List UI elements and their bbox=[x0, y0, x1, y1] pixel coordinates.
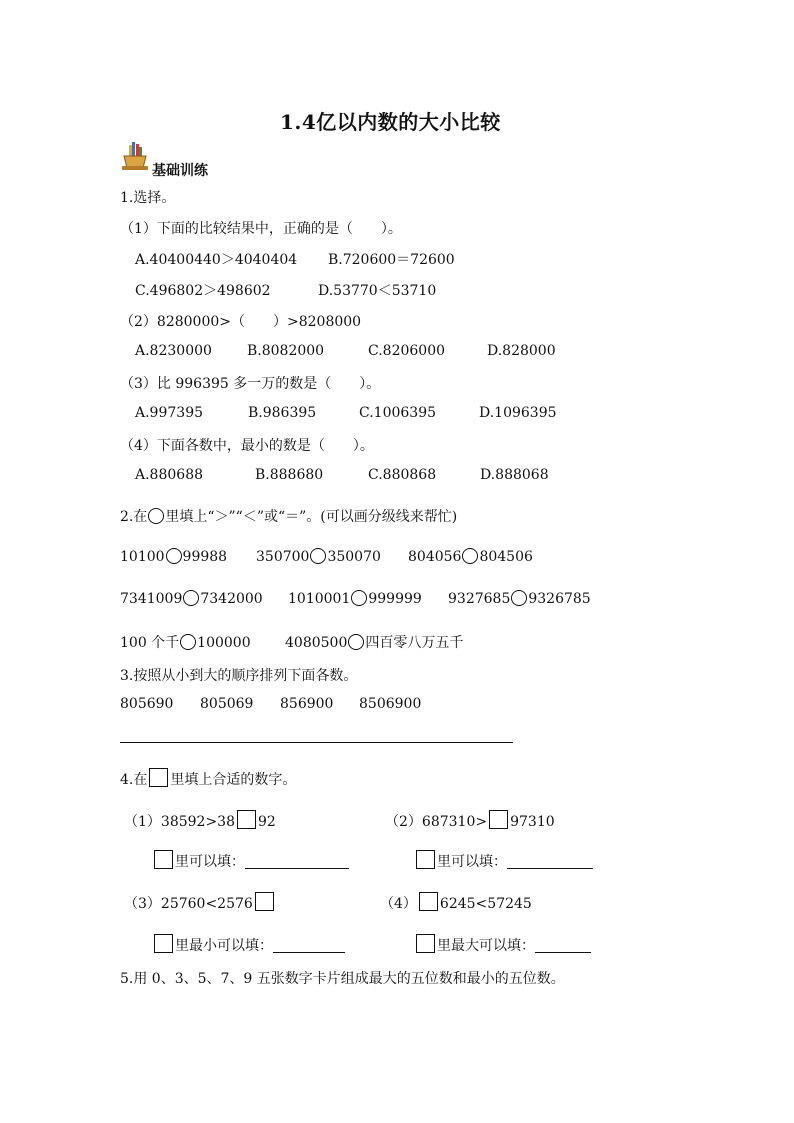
q1-4-option-a[interactable]: A.880688 bbox=[135, 467, 204, 483]
q4-heading-pre: 4.在 bbox=[120, 772, 148, 788]
q1-2-option-a[interactable]: A.8230000 bbox=[135, 343, 212, 359]
compare-circle[interactable] bbox=[180, 634, 196, 650]
page-title: 1.4亿以内数的大小比较 bbox=[280, 110, 501, 134]
square-blank-icon bbox=[416, 850, 435, 869]
compare-circle[interactable] bbox=[310, 548, 326, 564]
q4-item-1 bbox=[124, 810, 276, 831]
q3-number: 805690 bbox=[120, 696, 174, 712]
section-title: 基础训练 bbox=[152, 163, 208, 179]
q1-4-option-c[interactable]: C.880868 bbox=[368, 467, 437, 483]
q1-2-option-d[interactable]: D.828000 bbox=[487, 343, 556, 359]
square-blank-icon bbox=[149, 768, 168, 787]
q4-fill-label: 里可以填： bbox=[437, 854, 507, 870]
compare-circle[interactable] bbox=[183, 590, 199, 606]
q2-pair-1 bbox=[120, 548, 227, 565]
answer-blank[interactable] bbox=[535, 938, 591, 953]
q4-heading-post: 里填上合适的数字。 bbox=[170, 772, 297, 788]
q2-heading-pre: 2.在 bbox=[120, 509, 148, 525]
digit-box[interactable] bbox=[237, 810, 256, 829]
q2-left-value: 9327685 bbox=[448, 591, 511, 607]
q1-4-option-d[interactable]: D.888068 bbox=[480, 467, 549, 483]
square-blank-icon bbox=[154, 850, 173, 869]
compare-circle[interactable] bbox=[348, 634, 364, 650]
q2-right-value: 99988 bbox=[182, 549, 228, 565]
q2-left-value: 10100 bbox=[120, 549, 165, 565]
q2-pair-4 bbox=[120, 590, 263, 607]
q1-1-stem: （1）下面的比较结果中，正确的是（ ）。 bbox=[120, 221, 402, 237]
q1-2-option-c[interactable]: C.8206000 bbox=[368, 343, 446, 359]
q1-3-option-c[interactable]: C.1006395 bbox=[359, 405, 437, 421]
q4-fill-label: 里可以填： bbox=[175, 854, 245, 870]
pencil-cup-icon bbox=[118, 140, 152, 172]
q4-fill-1 bbox=[152, 850, 349, 871]
q2-right-value: 999999 bbox=[368, 591, 422, 607]
q4-item-text: （1）38592>38 bbox=[124, 814, 235, 830]
q2-right-value: 7342000 bbox=[200, 591, 263, 607]
q2-pair-8 bbox=[285, 632, 463, 652]
q2-pair-7 bbox=[120, 632, 251, 652]
q4-item-text: 92 bbox=[258, 814, 276, 830]
q3-number: 805069 bbox=[200, 696, 254, 712]
digit-box[interactable] bbox=[489, 810, 508, 829]
q3-number: 856900 bbox=[280, 696, 334, 712]
q2-left-value: 350700 bbox=[256, 549, 310, 565]
q4-heading bbox=[120, 768, 296, 789]
q1-3-option-b[interactable]: B.986395 bbox=[248, 405, 317, 421]
q2-left-value: 7341009 bbox=[120, 591, 183, 607]
q2-pair-5 bbox=[288, 590, 422, 607]
q2-right-value: 350070 bbox=[327, 549, 381, 565]
q1-2-stem: （2）8280000>（ ）>8208000 bbox=[120, 314, 362, 330]
q1-heading: 1.选择。 bbox=[120, 190, 176, 206]
q2-right-value: 四百零八万五千 bbox=[365, 635, 464, 651]
q1-2-option-b[interactable]: B.8082000 bbox=[247, 343, 325, 359]
square-blank-icon bbox=[416, 934, 435, 953]
compare-circle[interactable] bbox=[511, 590, 527, 606]
q1-3-option-d[interactable]: D.1096395 bbox=[479, 405, 557, 421]
q4-item-text: 97310 bbox=[510, 814, 555, 830]
q1-4-stem: （4）下面各数中，最小的数是（ ）。 bbox=[120, 438, 374, 454]
q4-item-text: 6245<57245 bbox=[439, 896, 532, 912]
circle-blank-icon bbox=[148, 508, 164, 524]
q4-fill-2 bbox=[414, 850, 593, 871]
q1-1-option-b[interactable]: B.720600＝72600 bbox=[328, 252, 455, 268]
q2-pair-6 bbox=[448, 590, 591, 607]
q1-3-option-a[interactable]: A.997395 bbox=[135, 405, 204, 421]
q2-heading-post: 里填上“＞”“＜”或“＝”。(可以画分级线来帮忙) bbox=[165, 509, 458, 525]
compare-circle[interactable] bbox=[351, 590, 367, 606]
q4-item-text: （2）687310> bbox=[385, 814, 488, 830]
q2-right-value: 9326785 bbox=[528, 591, 591, 607]
q2-right-value: 804506 bbox=[479, 549, 533, 565]
answer-blank[interactable] bbox=[245, 854, 349, 869]
q2-left-value: 4080500 bbox=[285, 635, 348, 651]
q2-heading bbox=[120, 506, 457, 526]
q4-item-3 bbox=[124, 892, 276, 913]
q3-number: 8506900 bbox=[359, 696, 422, 712]
q2-right-value: 100000 bbox=[197, 635, 251, 651]
q4-fill-label: 里最小可以填： bbox=[175, 938, 273, 954]
q1-1-option-c[interactable]: C.496802＞498602 bbox=[135, 283, 271, 299]
q1-1-option-d[interactable]: D.53770＜53710 bbox=[318, 283, 437, 299]
q1-4-option-b[interactable]: B.888680 bbox=[255, 467, 324, 483]
q4-fill-3 bbox=[152, 934, 345, 955]
q3-answer-line[interactable] bbox=[120, 742, 513, 743]
answer-blank[interactable] bbox=[273, 938, 345, 953]
q1-3-stem: （3）比 996395 多一万的数是（ ）。 bbox=[120, 376, 381, 392]
q2-pair-3 bbox=[408, 548, 533, 565]
q4-item-text: （4） bbox=[380, 896, 417, 912]
q5-heading: 5.用 0、3、5、7、9 五张数字卡片组成最大的五位数和最小的五位数。 bbox=[120, 971, 565, 987]
compare-circle[interactable] bbox=[166, 548, 182, 564]
q1-1-option-a[interactable]: A.40400440＞4040404 bbox=[135, 252, 298, 268]
digit-box[interactable] bbox=[255, 892, 274, 911]
q4-item-4 bbox=[380, 892, 532, 913]
q3-heading: 3.按照从小到大的顺序排列下面各数。 bbox=[120, 668, 358, 684]
q4-item-text: （3）25760<2576 bbox=[124, 896, 253, 912]
q2-left-value: 804056 bbox=[408, 549, 462, 565]
square-blank-icon bbox=[154, 934, 173, 953]
q4-fill-4 bbox=[414, 934, 591, 955]
digit-box[interactable] bbox=[419, 892, 438, 911]
q2-pair-2 bbox=[256, 548, 381, 565]
q2-left-value: 100 个千 bbox=[120, 635, 180, 651]
compare-circle[interactable] bbox=[462, 548, 478, 564]
q2-left-value: 1010001 bbox=[288, 591, 351, 607]
q4-item-2 bbox=[385, 810, 555, 831]
q4-fill-label: 里最大可以填： bbox=[437, 938, 535, 954]
answer-blank[interactable] bbox=[507, 854, 593, 869]
